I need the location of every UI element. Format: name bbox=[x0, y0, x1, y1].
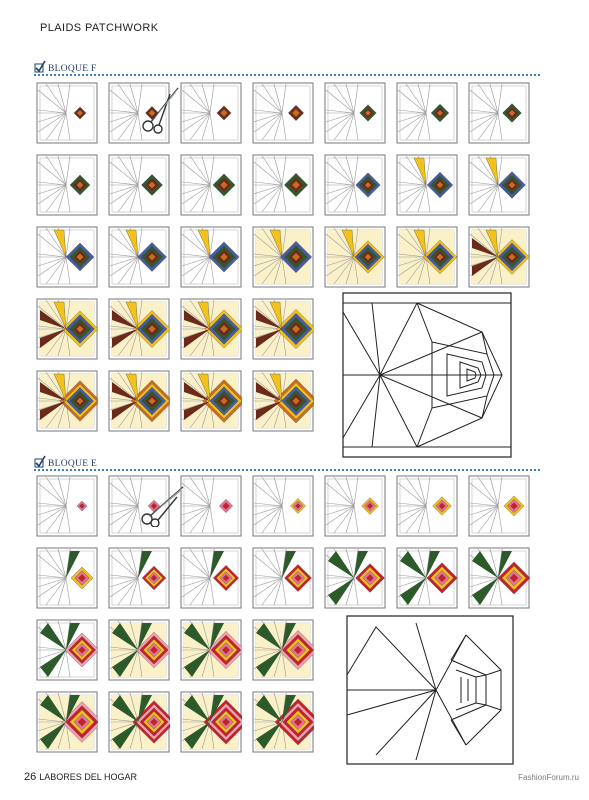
step-tile bbox=[468, 154, 530, 216]
step-tile bbox=[324, 82, 386, 144]
scissors-icon bbox=[141, 483, 187, 527]
step-tile bbox=[396, 475, 458, 537]
step-tile bbox=[396, 154, 458, 216]
step-tile bbox=[36, 475, 98, 537]
step-tile bbox=[324, 475, 386, 537]
section-header-bloque-f bbox=[34, 64, 540, 78]
step-tile bbox=[468, 547, 530, 609]
step-tile bbox=[324, 547, 386, 609]
step-tile bbox=[108, 154, 170, 216]
step-tile bbox=[36, 154, 98, 216]
step-tile bbox=[108, 370, 170, 432]
step-tile bbox=[108, 691, 170, 753]
section-label: BLOQUE E bbox=[48, 459, 101, 469]
step-tile bbox=[108, 298, 170, 360]
step-tile bbox=[36, 547, 98, 609]
scissors-icon bbox=[140, 84, 184, 134]
step-tile bbox=[252, 82, 314, 144]
step-tile bbox=[180, 619, 242, 681]
step-tile bbox=[180, 154, 242, 216]
step-tile bbox=[108, 226, 170, 288]
step-tile bbox=[36, 82, 98, 144]
step-tile bbox=[180, 475, 242, 537]
step-tile bbox=[108, 619, 170, 681]
magazine-name: LABORES DEL HOGAR bbox=[39, 772, 137, 782]
step-tile bbox=[396, 547, 458, 609]
page-number: 26 bbox=[24, 771, 37, 783]
section-label: BLOQUE F bbox=[48, 64, 101, 74]
step-tile bbox=[252, 226, 314, 288]
step-tile bbox=[180, 370, 242, 432]
step-tile bbox=[396, 82, 458, 144]
step-tile bbox=[468, 226, 530, 288]
step-tile bbox=[180, 298, 242, 360]
dotted-rule bbox=[34, 469, 540, 471]
step-tile bbox=[324, 154, 386, 216]
step-tile bbox=[324, 226, 386, 288]
step-tile bbox=[36, 298, 98, 360]
step-tile bbox=[396, 226, 458, 288]
dotted-rule bbox=[34, 74, 540, 76]
step-tile bbox=[468, 475, 530, 537]
step-tile bbox=[180, 82, 242, 144]
step-tile bbox=[36, 226, 98, 288]
bloque-e-diagram bbox=[346, 615, 514, 765]
step-tile bbox=[252, 547, 314, 609]
step-tile bbox=[252, 619, 314, 681]
step-tile bbox=[180, 547, 242, 609]
step-tile bbox=[252, 298, 314, 360]
section-header-bloque-e bbox=[34, 459, 540, 473]
step-tile bbox=[252, 154, 314, 216]
step-tile bbox=[252, 475, 314, 537]
bloque-f-diagram bbox=[342, 292, 512, 458]
step-tile bbox=[36, 619, 98, 681]
step-tile bbox=[180, 691, 242, 753]
step-tile bbox=[36, 691, 98, 753]
step-tile bbox=[36, 370, 98, 432]
watermark: FashionForum.ru bbox=[518, 773, 579, 782]
step-tile bbox=[180, 226, 242, 288]
step-tile bbox=[468, 82, 530, 144]
page-footer bbox=[24, 771, 137, 783]
page-title: PLAIDS PATCHWORK bbox=[40, 22, 159, 34]
step-tile bbox=[108, 547, 170, 609]
step-tile bbox=[252, 691, 314, 753]
check-icon bbox=[34, 455, 46, 469]
step-tile bbox=[252, 370, 314, 432]
check-icon bbox=[34, 60, 46, 74]
